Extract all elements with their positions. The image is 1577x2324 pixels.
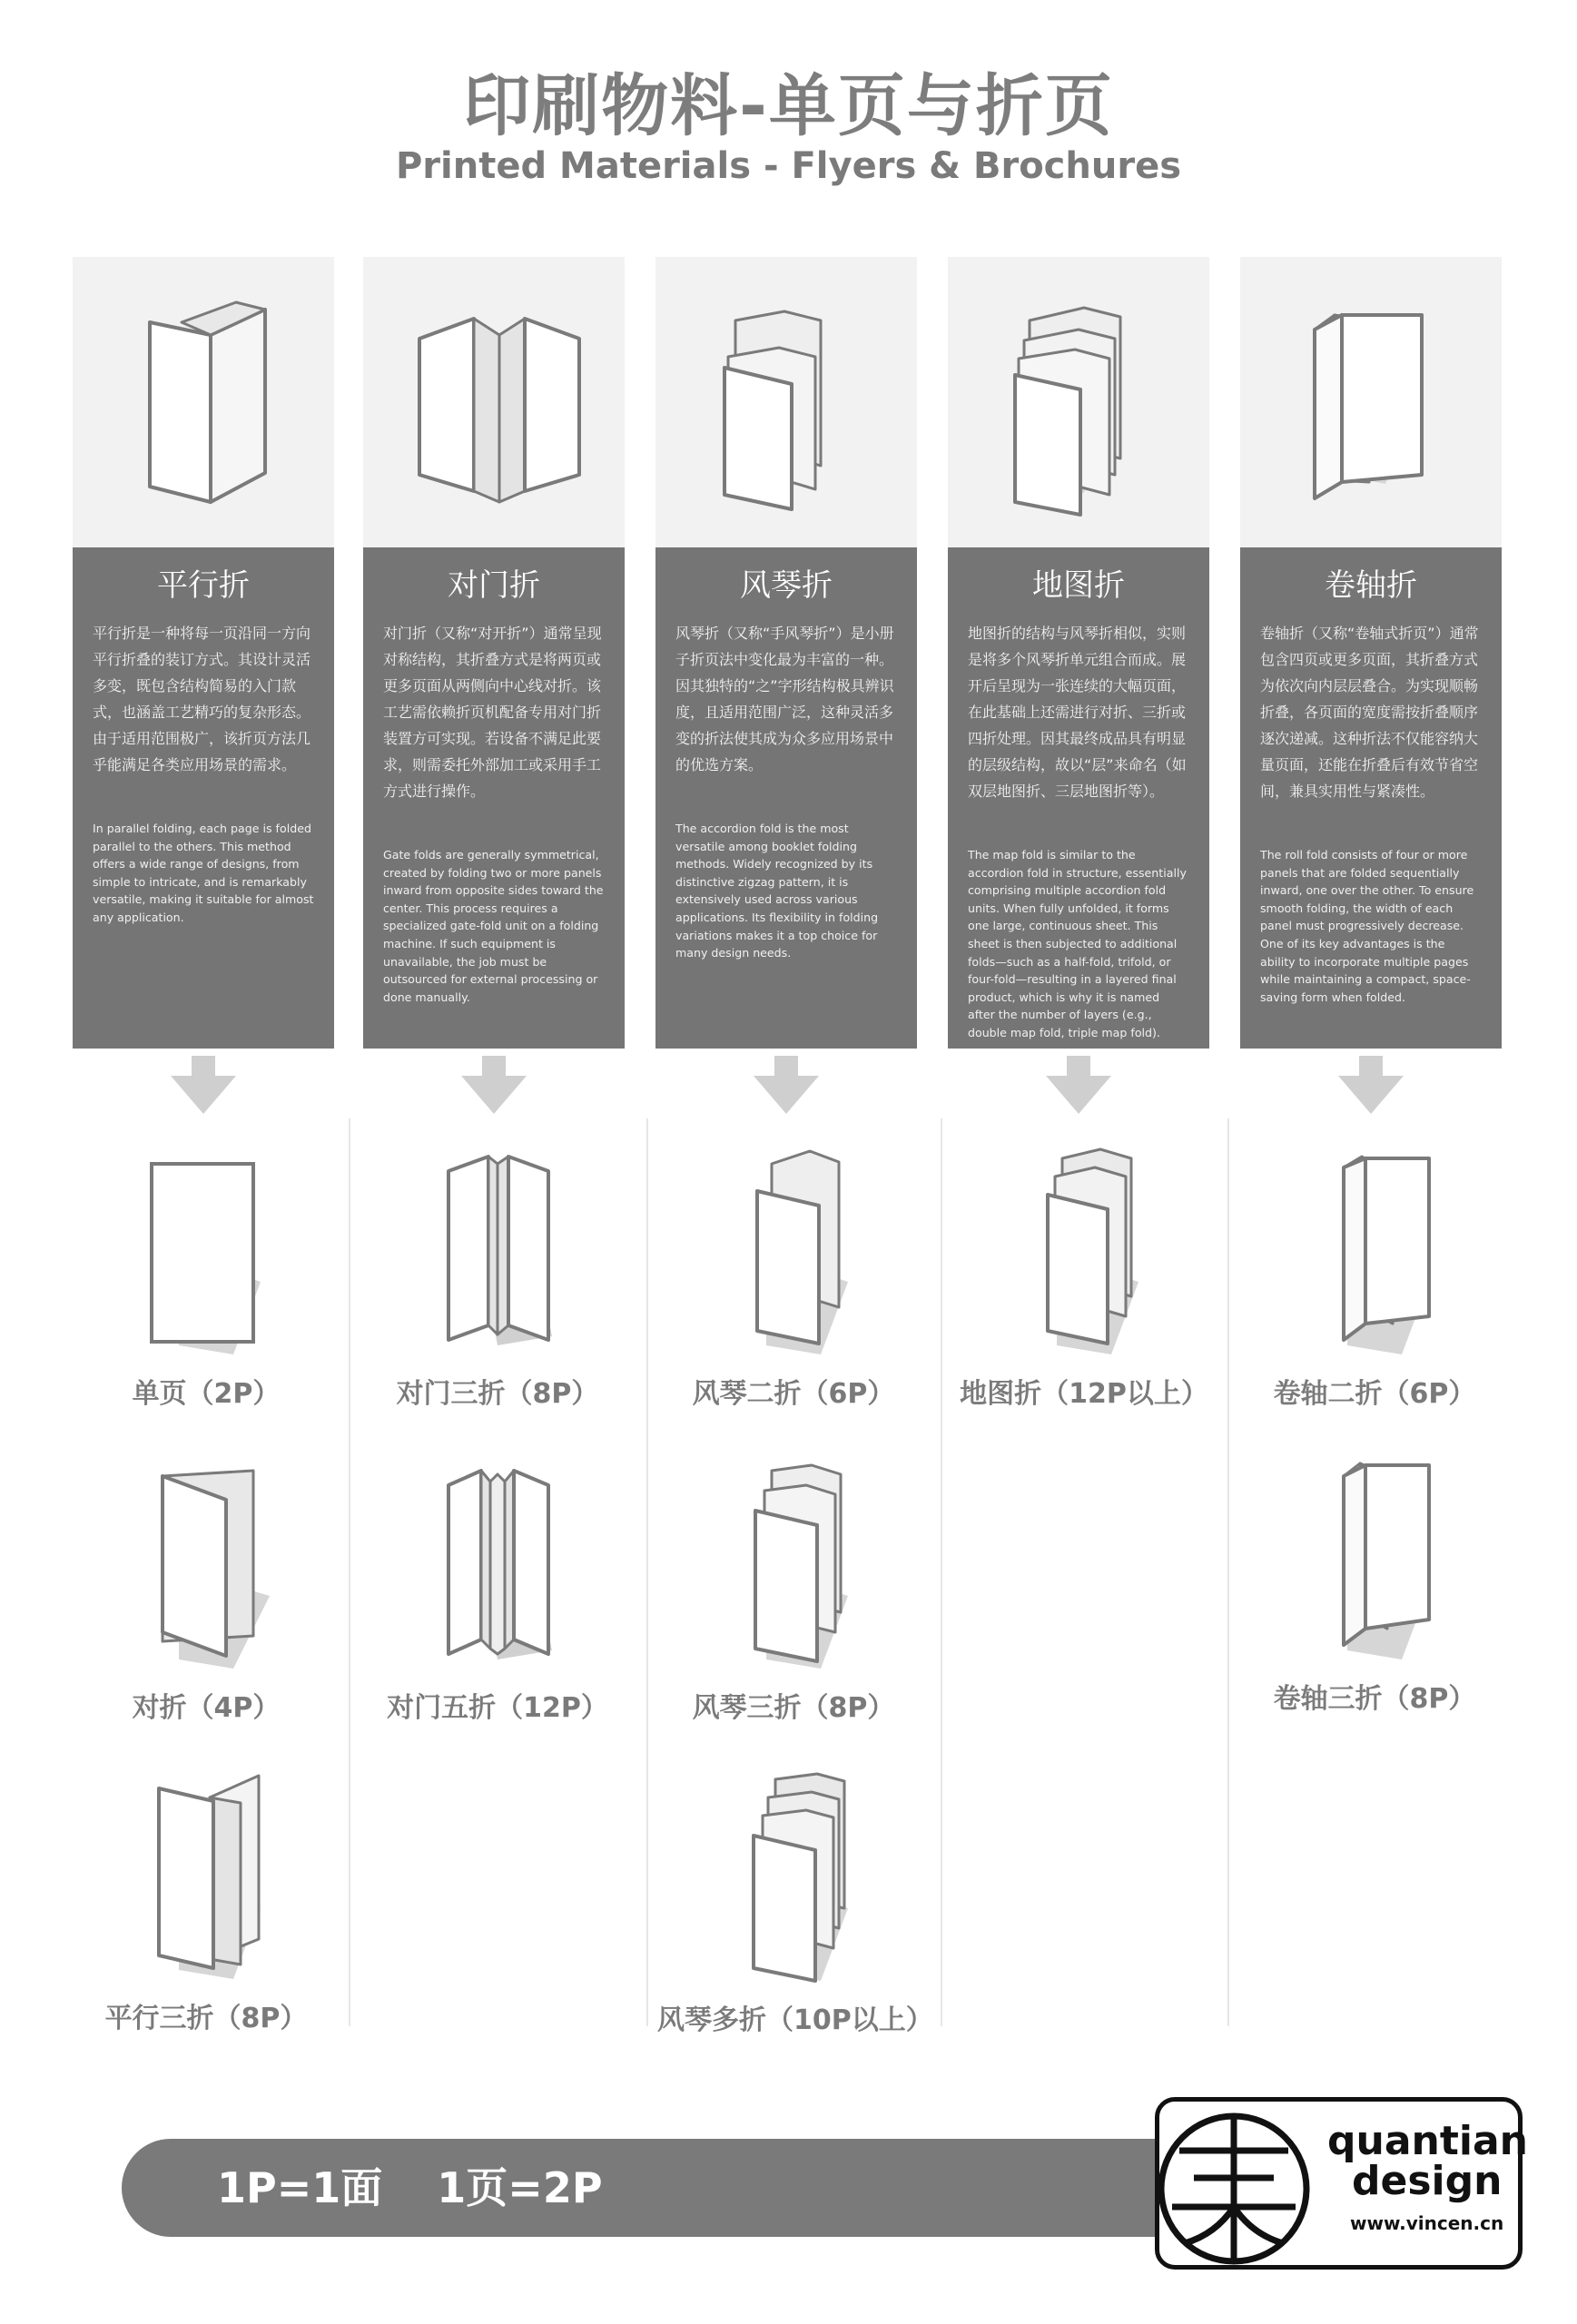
roll-fold-icon [1240,257,1502,547]
column-description-zh: 风琴折（又称“手风琴折”）是小册子折页法中变化最为丰富的一种。因其独特的“之”字形结构极具辨识度，且适用范围广泛，这种灵活多变的折法使其成为众多应用场景中的优选方案。 [675,625,894,773]
brand-mark-icon [1152,2107,1316,2270]
brand-name-line2: design [1352,2158,1503,2204]
fold-item-accordion-twofold [657,1146,930,1411]
fold-item-roll-threefold [1238,1451,1511,1716]
column-divider [1227,1118,1229,2026]
column-illustration-map-fold [948,257,1209,547]
fold-item-label: 风琴三折（8P） [692,1692,895,1724]
column-description-en: The map fold is similar to the accordion fold in structure, essentially comprising multiple accordion fold units. When fully unfolded, it forms one large, continuous sheet. This sheet is then subjected to additional folds—such as a half-fold, trifold, or four-fold—resulting in a layered final product, which is why it is named after the number of layers (e.g., double map fold, triple map fold). [968,848,1187,1039]
brand-name-line1: quantian [1327,2118,1528,2164]
column-divider [646,1118,648,2026]
column-description-zh: 对门折（又称“对开折”）通常呈现对称结构，其折叠方式是将两页或更多页面从两侧向中心线对折。该工艺需依赖折页机配备专用对门折装置方可实现。若设备不满足此要求，则需委托外部加工或采用手工方式进行操作。 [383,625,602,800]
brand-logo [1155,2097,1528,2270]
column-description-en: The roll fold consists of four or more panels that are folded sequentially inward, one over the other. To ensure smooth folding, the width of each panel must progressively decrease. One of its key advantages is the ability to incorporate multiple pages while maintaining a compact, space-saving form when folded. [1260,848,1474,1004]
fold-item-label: 风琴多折（10P以上） [657,2004,933,2036]
gate-fivefold-icon [416,1460,579,1678]
gate-fold-icon [363,257,625,547]
fold-item-label: 对门五折（12P） [387,1692,608,1724]
single-page-icon [124,1146,288,1364]
fold-item-label: 卷轴二折（6P） [1273,1378,1476,1410]
column-illustration-gate-fold [363,257,625,547]
column-description-zh: 地图折的结构与风琴折相似，实则是将多个风琴折单元组合而成。展开后呈现为一张连续的大幅页面，在此基础上还需进行对折、三折或四折处理。因其最终成品具有明显的层级结构，故以“层”来命名（如双层地图折、三层地图折等）。 [968,625,1187,800]
accordion-twofold-icon [712,1146,875,1364]
map-fold-small-icon [1002,1146,1166,1364]
page-subtitle: Printed Materials - Flyers & Brochures [395,145,1182,187]
column-title: 平行折 [157,567,250,604]
fold-item-label: 对折（4P） [132,1692,281,1724]
fold-item-label: 地图折（12P以上） [960,1378,1208,1410]
fold-item-label: 平行三折（8P） [104,2003,308,2034]
fold-item-label: 对门三折（8P） [396,1378,599,1410]
parallel-trifold-icon [124,1770,288,1988]
fold-item-accordion-multifold [657,1772,933,2037]
fold-item-label: 风琴二折（6P） [692,1378,895,1410]
gate-trifold-icon [416,1146,579,1364]
column-title: 风琴折 [740,567,833,604]
accordion-multifold-icon [712,1772,875,1990]
half-fold-icon [124,1460,288,1678]
fold-item-parallel-trifold [70,1770,342,2035]
column-illustration-parallel-fold [73,257,334,547]
accordion-threefold-icon [712,1460,875,1678]
fold-item-accordion-threefold [657,1460,930,1725]
column-illustration-roll-fold [1240,257,1502,547]
brand-url: www.vincen.cn [1350,2212,1504,2234]
fold-item-map-fold [948,1146,1220,1411]
column-title: 地图折 [1032,567,1125,604]
fold-item-gate-trifold [361,1146,634,1411]
column-divider [941,1118,942,2026]
column-description-en: The accordion fold is the most versatile among booklet folding methods. Widely recognized by its distinctive zigzag pattern, it is extensively used across various applications. Its flexibility in folding variations makes it a top choice for many design needs. [675,822,879,960]
unit-legend-text [217,2139,657,2237]
column-title: 卷轴折 [1325,567,1417,604]
column-panel-accordion-fold [655,547,917,1049]
column-panel-map-fold [948,547,1209,1049]
page-title: 印刷物料-单页与折页 [463,67,1114,145]
fold-item-roll-twofold [1238,1146,1511,1411]
column-description-zh: 平行折是一种将每一页沿同一方向平行折叠的装订方式。其设计灵活多变，既包含结构简易的入门款式，也涵盖工艺精巧的复杂形态。由于适用范围极广，该折页方法几乎能满足各类应用场景的需求。 [93,625,311,773]
column-title: 对门折 [448,567,540,604]
parallel-fold-icon [73,257,334,547]
column-panel-parallel-fold [73,547,334,1049]
fold-item-half-fold [70,1460,342,1725]
unit-legend-side: 1P=1面 [217,2163,383,2212]
unit-legend-page: 1页=2P [437,2163,603,2212]
roll-twofold-icon [1293,1146,1456,1364]
column-description-en: In parallel folding, each page is folded parallel to the others. This method offers a wide range of designs, from simple to intricate, and is remarkably versatile, making it suitable for almost any application. [93,822,314,924]
column-divider [349,1118,350,2026]
column-illustration-accordion-fold [655,257,917,547]
column-description-zh: 卷轴折（又称“卷轴式折页”）通常包含四页或更多页面，其折叠方式为依次向内层层叠合。为实现顺畅折叠，各页面的宽度需按折叠顺序逐次递减。这种折法不仅能容纳大量页面，还能在折叠后有效节省空间，兼具实用性与紧凑性。 [1260,625,1479,800]
column-panel-roll-fold [1240,547,1502,1049]
accordion-fold-icon [655,257,917,547]
fold-item-label: 卷轴三折（8P） [1273,1683,1476,1715]
column-panel-gate-fold [363,547,625,1049]
column-description-en: Gate folds are generally symmetrical, created by folding two or more panels inward from opposite sides toward the center. This process requires a specialized gate-fold unit on a folding machine. If such equipment is unavailable, the job must be outsourced for external processing or done manually. [383,848,604,1004]
fold-item-single-page [70,1146,342,1411]
fold-item-label: 单页（2P） [132,1378,281,1410]
roll-threefold-icon [1293,1451,1456,1669]
fold-item-gate-fivefold [361,1460,634,1725]
map-fold-icon [948,257,1209,547]
